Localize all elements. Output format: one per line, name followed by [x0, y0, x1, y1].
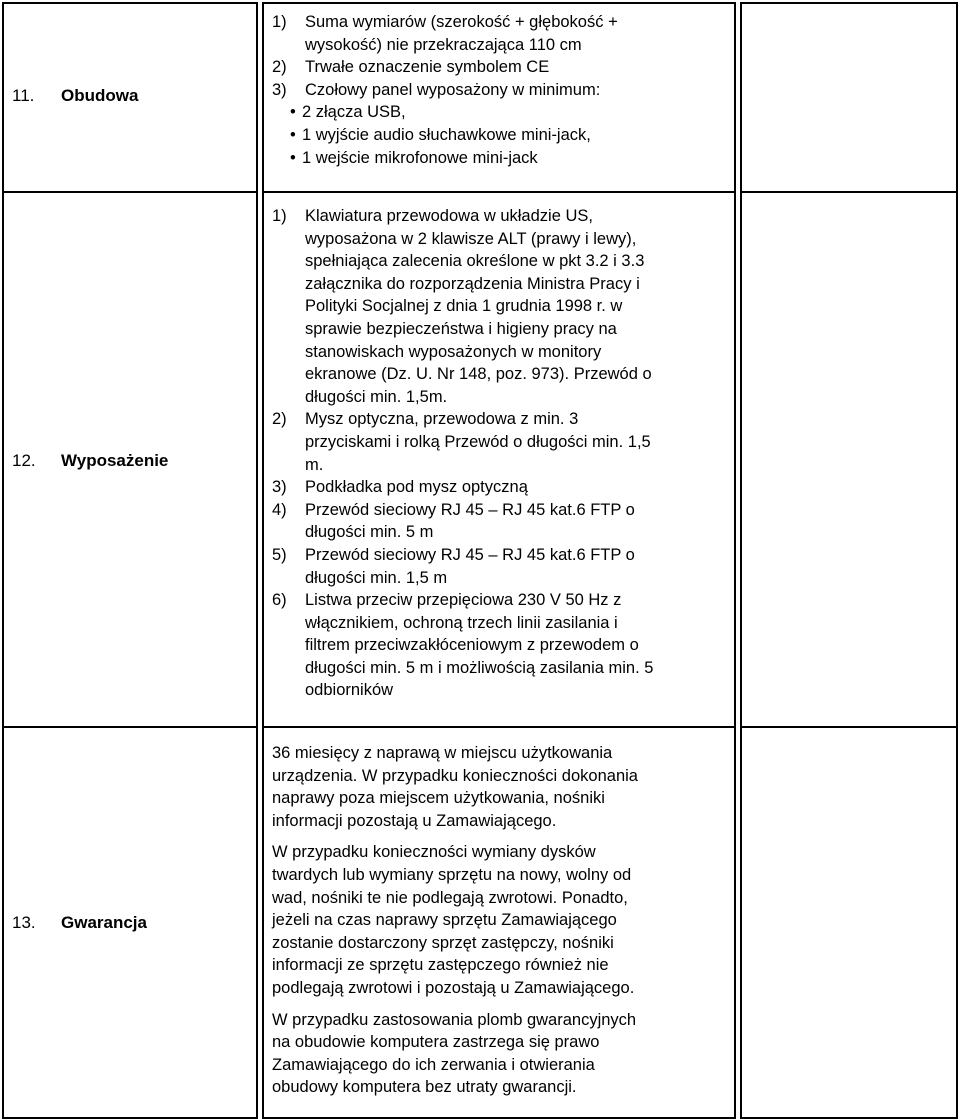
spec-cell-wyposazenie: 1) Klawiatura przewodowa w układzie US, wyposażona w 2 klawisze ALT (prawy i lewy), spełniająca zalecenia określone w pkt 3.2 i 3.3 załącznika do rozporządzenia Ministra Pracy i Polityki Socjalnej z dnia 1 grudnia 1998 r. w sprawie bezpieczeństwa i higieny pracy na stanowiskach wyposażonych w monitory ekranowe (Dz. U. Nr 148, poz. 973). Przewód o długości min. 1,5m. 2) Mysz optyczna, przewodowa z min. 3 przyciskami i rolką Przewód o długości min. 1,5 m. 3) Podkładka pod mysz optyczną 4) Przewód sieciowy RJ 45 – RJ 45 kat.6 FTP o długości min. 5 m 5) Przewód sieciowy RJ 45 – RJ 45 kat.6 FTP o długości min. 1,5 m 6) Listwa przeciw przepięciowa 230 V 50 Hz z włącznikiem, ochroną trzech linii zasilania i filtrem przeciwzakłóceniowym z przewodem o długości min. 5 m i możliwością zasilania min. 5 odbiorników: [272, 205, 727, 702]
spec-cell-gwarancja: [272, 742, 727, 1099]
bullet-item: • 1 wejście mikrofonowe mini-jack: [272, 147, 727, 170]
row-divider: [2, 726, 256, 728]
bullet-item: • 2 złącza USB,: [272, 101, 727, 124]
spec-item: 1) Klawiatura przewodowa w układzie US,: [272, 207, 593, 225]
row-name: Obudowa: [61, 86, 139, 105]
column-border: [956, 2, 958, 1119]
column-border: [740, 2, 742, 1119]
spec-item: 4) Przewód sieciowy RJ 45 – RJ 45 kat.6 FTP o: [272, 500, 635, 519]
table-border-top: [262, 2, 734, 4]
table-border-bottom: [262, 1117, 734, 1119]
table-border-top: [740, 2, 958, 4]
spec-item: 2) Trwałe oznaczenie symbolem CE: [272, 58, 550, 77]
row-number: 12.: [12, 451, 36, 470]
bullet-icon: •: [290, 103, 296, 122]
spec-item: 3) Podkładka pod mysz optyczną: [272, 478, 528, 497]
column-border: [734, 2, 736, 1119]
row-divider: [740, 191, 958, 193]
bullet-icon: •: [290, 125, 296, 144]
table-border-bottom: [740, 1117, 958, 1119]
spec-item-continuation: wysokość) nie przekraczająca 110 cm: [305, 35, 582, 54]
column-border: [262, 2, 264, 1119]
row-name: Wyposażenie: [61, 451, 169, 470]
row-number: 11.: [12, 86, 35, 105]
warranty-paragraph: W przypadku konieczności wymiany dysków twardych lub wymiany sprzętu na nowy, wolny od wad, nośniki te nie podlegają zwrotowi. Ponadto, jeżeli na czas naprawy sprzętu Zamawiającego zostanie dostarczony sprzęt zastępczy, nośniki informacji ze sprzętu zastępczego również nie podlegają zwrotowi i pozostają u Zamawiającego.: [272, 843, 635, 997]
spec-item: 5) Przewód sieciowy RJ 45 – RJ 45 kat.6 FTP o: [272, 545, 635, 564]
row-name: Gwarancja: [61, 913, 147, 932]
column-border: [2, 2, 4, 1119]
row-divider: [262, 726, 734, 728]
row-number: 13.: [12, 913, 36, 932]
spec-item: 6) Listwa przeciw przepięciowa 230 V 50 Hz z: [272, 591, 622, 610]
spec-item: 1) Suma wymiarów (szerokość + głębokość +: [272, 13, 618, 31]
warranty-paragraph: 36 miesięcy z naprawą w miejscu użytkowania urządzenia. W przypadku konieczności dokonania naprawy poza miejscem użytkowania, nośniki informacji pozostają u Zamawiającego.: [272, 744, 638, 830]
row-divider: [262, 191, 734, 193]
table-border-top: [2, 2, 256, 4]
column-border: [256, 2, 258, 1119]
table-border-bottom: [2, 1117, 256, 1119]
spec-item: 2) Mysz optyczna, przewodowa z min. 3: [272, 410, 579, 429]
spec-item: 3) Czołowy panel wyposażony w minimum:: [272, 80, 601, 99]
bullet-icon: •: [290, 148, 296, 167]
row-divider: [740, 726, 958, 728]
row-divider: [2, 191, 256, 193]
spec-cell-obudowa: [272, 11, 727, 169]
warranty-paragraph: W przypadku zastosowania plomb gwarancyjnych na obudowie komputera zastrzega się prawo Zamawiającego do ich zerwania i otwierania obudowy komputera bez utraty gwarancji.: [272, 1010, 637, 1097]
bullet-item: • 1 wyjście audio słuchawkowe mini-jack,: [272, 124, 727, 147]
